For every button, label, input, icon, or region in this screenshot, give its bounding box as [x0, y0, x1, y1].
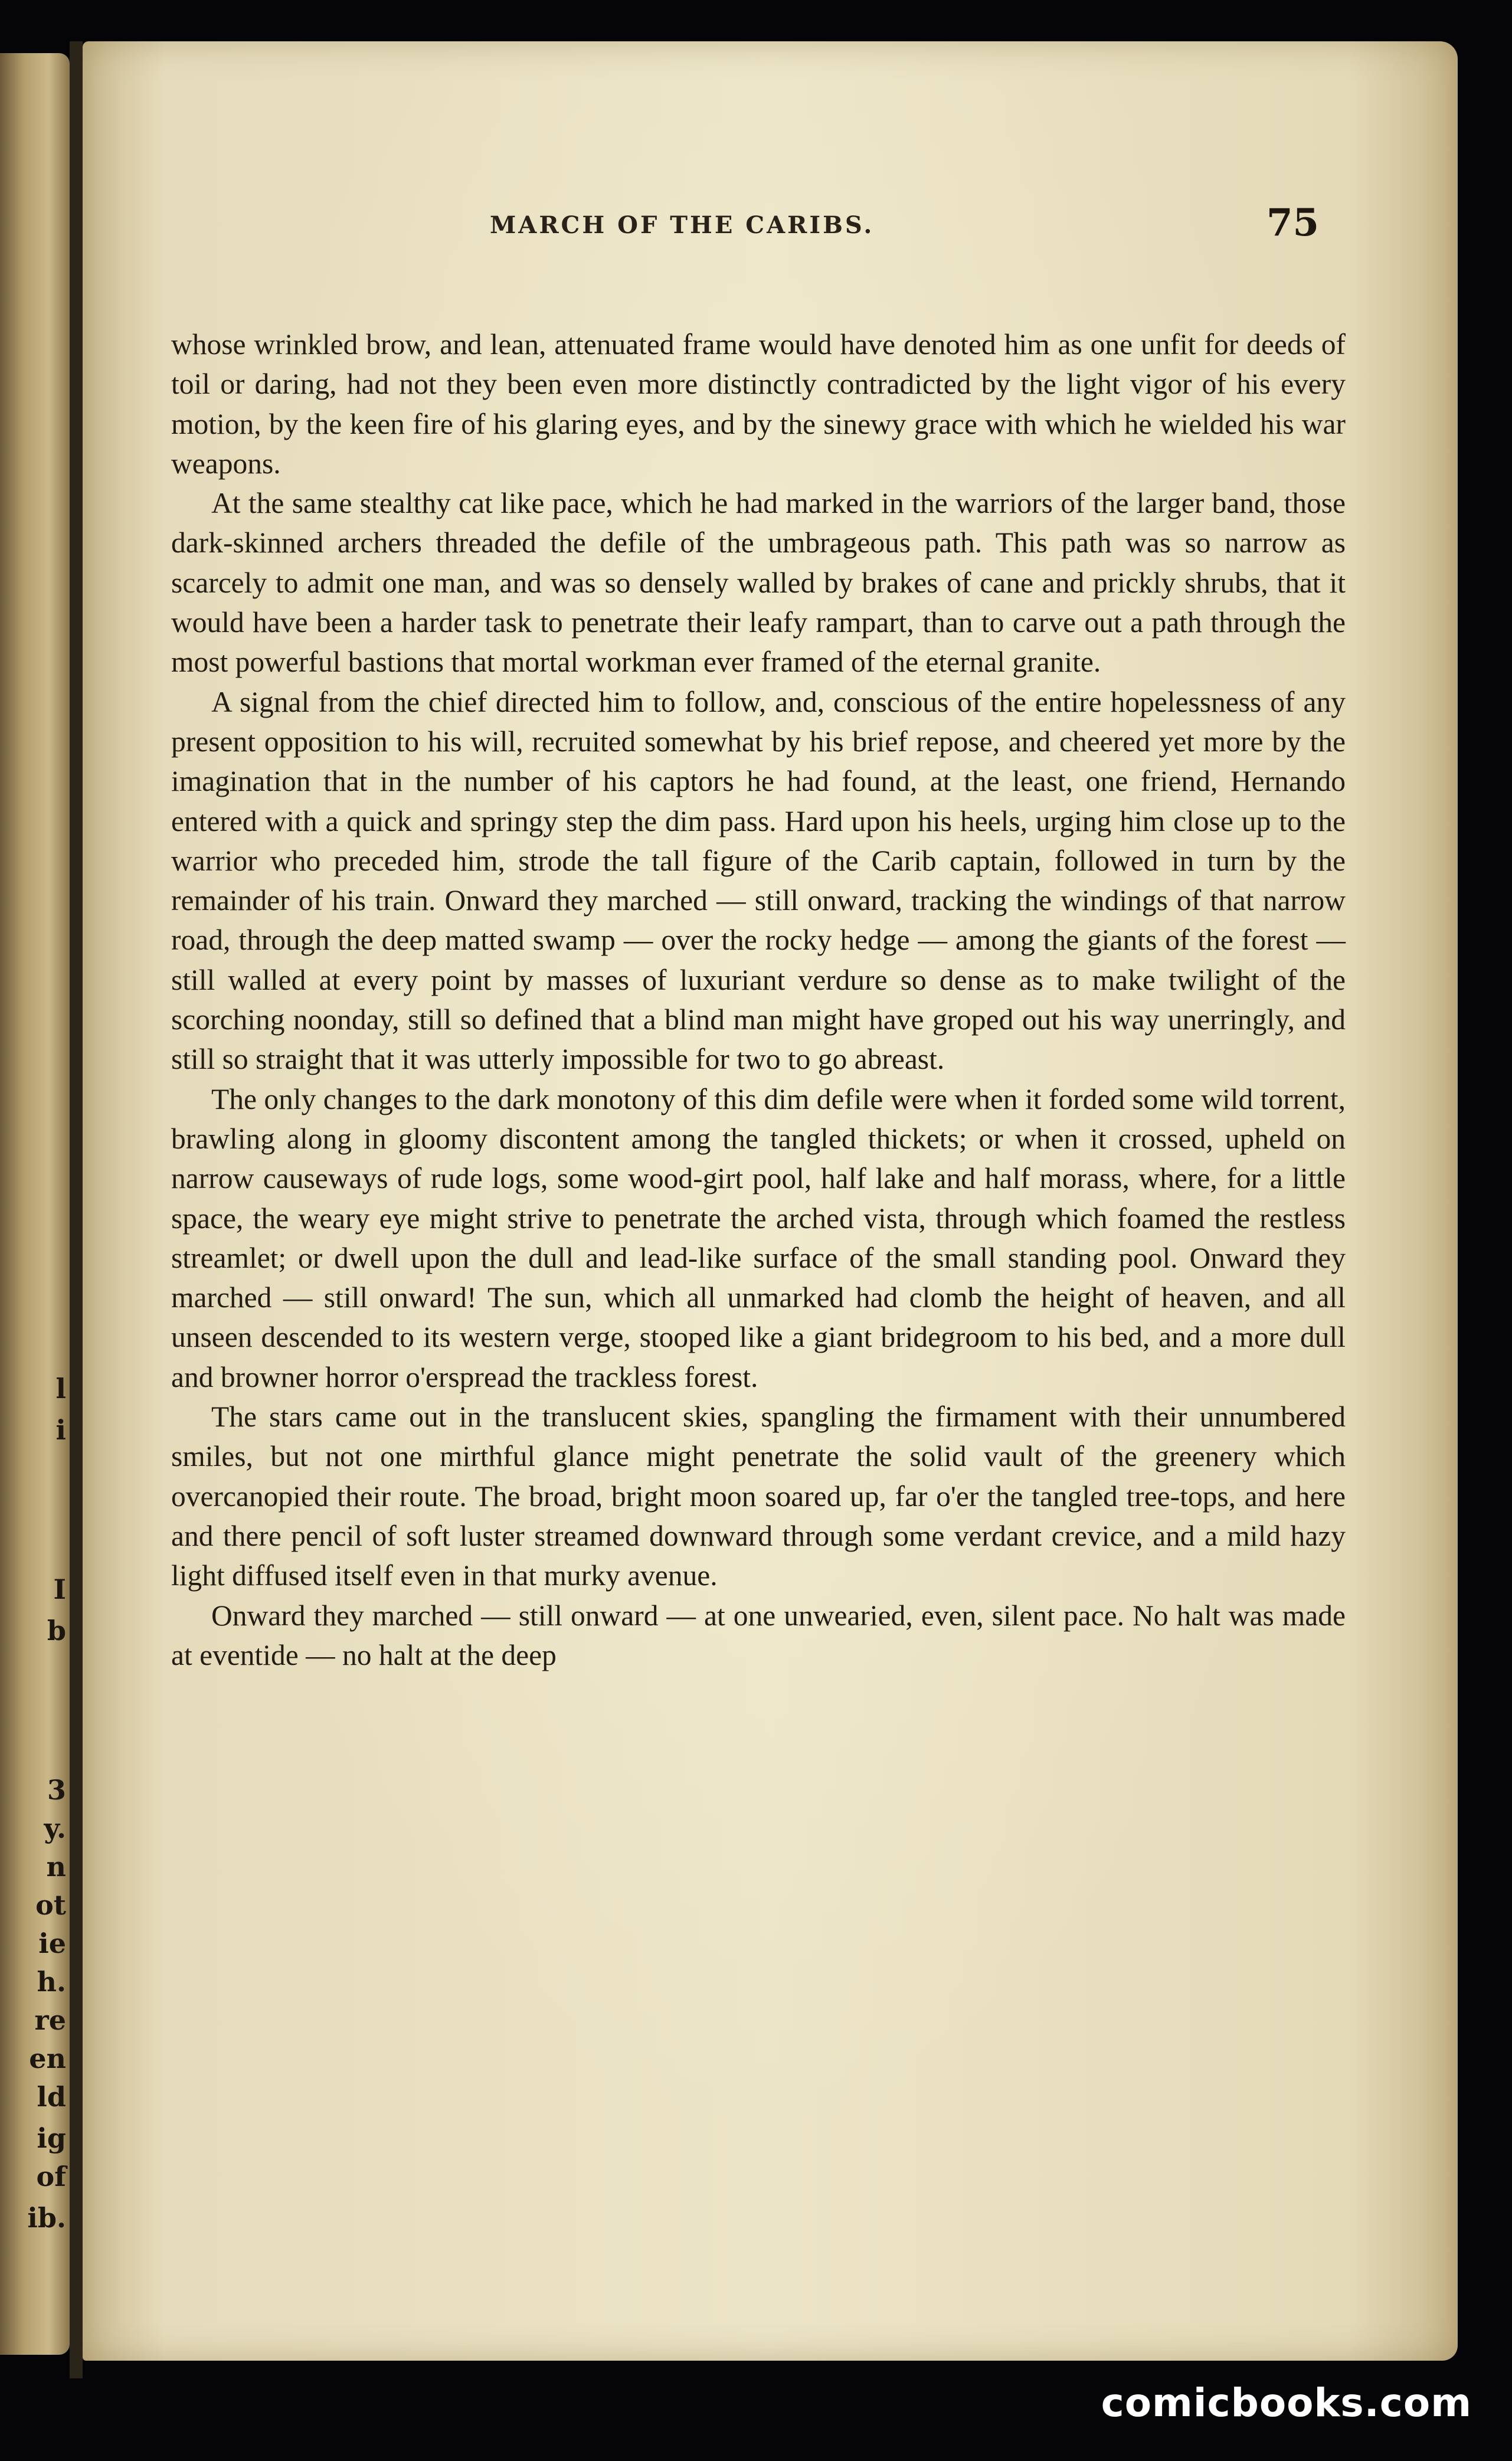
- facing-page-fragment: y.: [44, 1812, 66, 1844]
- paragraph: Onward they marched — still onward — at one unwearied, even, silent pace. No halt was made at eventide — no halt at the deep: [171, 1599, 1346, 1671]
- facing-page-fragment: re: [34, 2004, 66, 2036]
- facing-page-fragment: of: [36, 2161, 66, 2192]
- body-text: [171, 325, 1346, 1675]
- facing-page-fragment: l: [55, 1373, 66, 1405]
- paragraph: A signal from the chief directed him to follow, and, conscious of the entire hopelessness of any present opposition to his will, recruited somewhat by his brief repose, and cheered yet more by the imagination that in the number of his captors he had found, at the least, one friend, Hernando entered with a quick and springy step the dim pass. Hard upon his heels, urging him close up to the warrior who preceded him, strode the tall figure of the Carib captain, followed in turn by the remainder of his train. Onward they marched — still onward, tracking the windings of that narrow road, through the deep matted swamp — over the rocky hedge — among the giants of the forest — still walled at every point by masses of luxuriant verdure so dense as to make twilight of the scorching noonday, still so defined that a blind man might have groped out his way unerringly, and still so straight that it was utterly impossible for two to go abreast.: [171, 685, 1346, 1076]
- facing-page-fragment: h.: [37, 1966, 66, 1998]
- facing-page-fragment: en: [29, 2043, 66, 2074]
- facing-page-fragment: ie: [38, 1927, 66, 1959]
- facing-page-fragment: ib.: [27, 2202, 66, 2234]
- page-number: 75: [1266, 201, 1319, 245]
- book-gutter: [70, 41, 83, 2378]
- facing-page-fragment: b: [47, 1615, 66, 1647]
- facing-page-fragment: n: [46, 1851, 66, 1883]
- facing-page-fragment: ld: [37, 2081, 66, 2113]
- facing-page-fragment: 3: [47, 1774, 66, 1806]
- paragraph: At the same stealthy cat like pace, which he had marked in the warriors of the larger band, those dark-skinned archers threaded the defile of the umbrageous path. This path was so narrow as scarcely to admit one man, and was so densely walled by brakes of cane and prickly shrubs, that it would have been a harder task to penetrate their leafy rampart, than to carve out a path through the most powerful bastions that mortal workman ever framed of the eternal granite.: [171, 487, 1346, 679]
- facing-page-fragment: i: [55, 1414, 66, 1446]
- facing-page-fragment: ot: [35, 1889, 66, 1921]
- paragraph: The only changes to the dark monotony of this dim defile were when it forded some wild torrent, brawling along in gloomy discontent among the tangled thickets; or when it crossed, upheld on narrow causeways of rude logs, some wood-girt pool, half lake and half morass, where, for a little space, the weary eye might strive to penetrate the arched vista, through which foamed the restless streamlet; or dwell upon the dull and lead-like surface of the small standing pool. Onward they marched — still onward! The sun, which all unmarked had clomb the height of heaven, and all unseen descended to its western verge, stooped like a giant bridegroom to his bed, and a more dull and browner horror o'erspread the trackless forest.: [171, 1082, 1346, 1393]
- facing-page-fragment: ig: [37, 2122, 66, 2154]
- paragraph: The stars came out in the translucent skies, spangling the firmament with their unnumbered smiles, but not one mirthful glance might penetrate the solid vault of the greenery which overcanopied their route. The broad, bright moon soared up, far o'er the tangled tree-tops, and here and there pencil of soft luster streamed downward through some verdant crevice, and a mild hazy light diffused itself even in that murky avenue.: [171, 1400, 1346, 1592]
- facing-page-fragment: I: [53, 1573, 66, 1605]
- book-page: [83, 41, 1458, 2361]
- paragraph: whose wrinkled brow, and lean, attenuated frame would have denoted him as one unfit for deeds of toil or daring, had not they been even more distinctly contradicted by the light vigor of his every motion, by the keen fire of his glaring eyes, and by the sinewy grace with which he wielded his war weapons.: [171, 328, 1346, 480]
- running-title: MARCH OF THE CARIBS.: [490, 211, 875, 239]
- running-head: [83, 201, 1458, 248]
- facing-page-edge: [0, 53, 70, 2355]
- watermark: comicbooks.com: [1101, 2380, 1472, 2426]
